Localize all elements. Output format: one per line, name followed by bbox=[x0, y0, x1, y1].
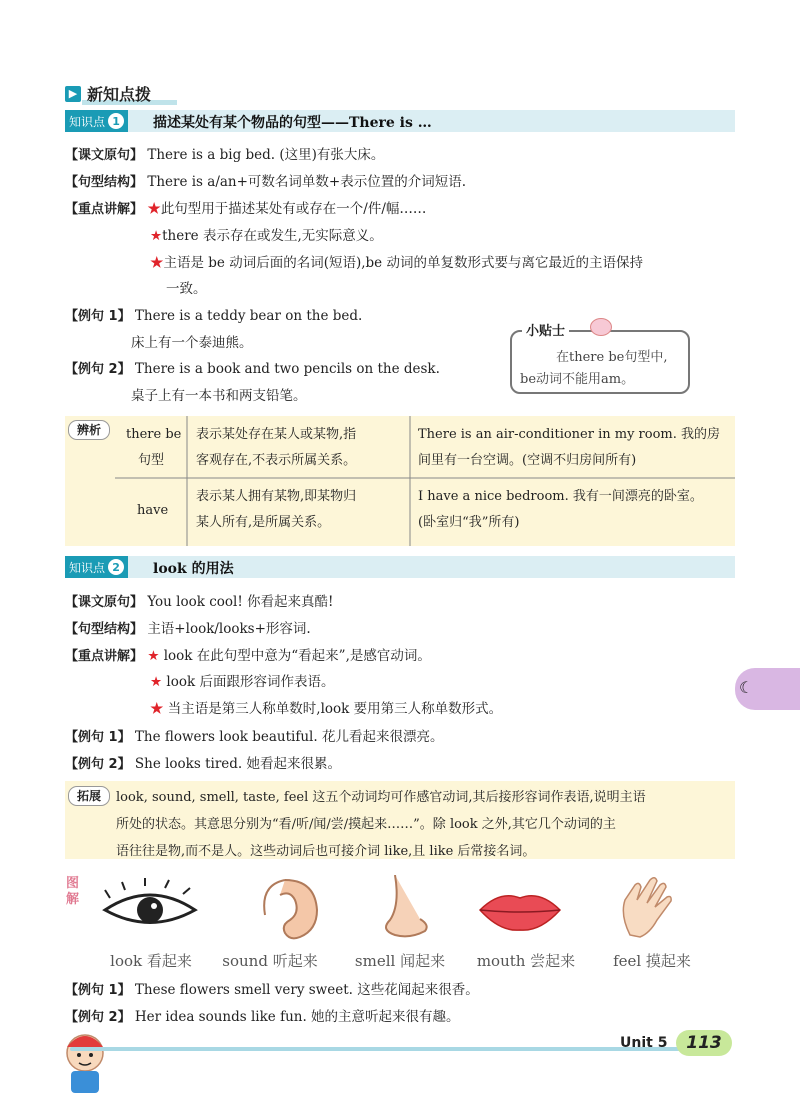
example-row: 【例句 2】 She looks tired. 她看起来很累。 bbox=[65, 756, 341, 772]
knowledge-point-tag: 知识点 1 bbox=[65, 110, 128, 132]
example-translation: 桌子上有一本书和两支铅笔。 bbox=[131, 388, 307, 404]
illustration-caption: feel 摸起来 bbox=[613, 952, 691, 970]
key-point: ★主语是 be 动词后面的名词(短语),be 动词的单复数形式要与离它最近的主语保持 bbox=[150, 255, 643, 271]
analysis-description: 表示某人拥有某物,即某物归 bbox=[196, 489, 357, 504]
section-title-text: 新知点拨 bbox=[87, 85, 152, 104]
key-point: ★ 当主语是第三人称单数时,look 要用第三人称单数形式。 bbox=[150, 701, 503, 717]
example-translation: 床上有一个泰迪熊。 bbox=[131, 335, 253, 351]
analysis-tag: 辨析 bbox=[68, 420, 110, 440]
tip-line: 在there be句型中, bbox=[556, 350, 668, 365]
analysis-description: 表示某处存在某人或某物,指 bbox=[196, 427, 357, 442]
text-original-row: 【课文原句】 You look cool! 你看起来真酷! bbox=[65, 594, 334, 610]
analysis-term: 句型 bbox=[138, 453, 165, 468]
analysis-example: I have a nice bedroom. 我有一间漂亮的卧室。 bbox=[418, 489, 703, 504]
moon-icon: ☾ bbox=[739, 678, 754, 697]
tip-line: be动词不能用am。 bbox=[520, 372, 635, 387]
illustration-caption: mouth 尝起来 bbox=[476, 952, 576, 970]
sense-illustrations bbox=[95, 875, 715, 945]
example-row: 【例句 2】 There is a book and two pencils on the desk. bbox=[65, 361, 440, 377]
analysis-example: (卧室归“我”所有) bbox=[418, 515, 520, 530]
tip-title: 小贴士 bbox=[522, 320, 569, 339]
unit-label: Unit 5 bbox=[620, 1035, 668, 1051]
key-point-continuation: 一致。 bbox=[166, 281, 207, 297]
knowledge-point-2-bar bbox=[65, 556, 735, 578]
star-icon: ★ bbox=[150, 701, 164, 717]
extension-line: 所处的状态。其意思分别为“看/听/闻/尝/摸起来……”。除 look 之外,其它几个动词的主 bbox=[116, 817, 616, 832]
star-icon: ★ bbox=[150, 255, 164, 271]
knowledge-point-1-bar bbox=[65, 110, 735, 132]
key-point: ★ look 后面跟形容词作表语。 bbox=[150, 674, 335, 690]
analysis-description: 客观存在,不表示所属关系。 bbox=[196, 453, 357, 468]
lips-icon bbox=[480, 896, 560, 930]
analysis-example: There is an air-conditioner in my room. 我的房 bbox=[418, 427, 721, 442]
page-number: 113 bbox=[676, 1030, 732, 1056]
structure-row: 【句型结构】 主语+look/looks+形容词. bbox=[65, 621, 311, 637]
chevron-right-icon: ▶ bbox=[65, 86, 81, 102]
illustration-caption: smell 闻起来 bbox=[354, 952, 446, 970]
text-original-row: 【课文原句】 There is a big bed. (这里)有张大床。 bbox=[65, 147, 385, 163]
side-tab bbox=[735, 668, 800, 710]
ear-icon bbox=[264, 880, 317, 938]
extension-line: look, sound, smell, taste, feel 这五个动词均可作感官动词,其后接形容词作表语,说明主语 bbox=[116, 790, 646, 805]
structure-row: 【句型结构】 There is a/an+可数名词单数+表示位置的介词短语. bbox=[65, 174, 467, 190]
star-icon: ★ bbox=[147, 648, 160, 664]
knowledge-point-number: 2 bbox=[108, 559, 124, 575]
analysis-term: there be bbox=[126, 427, 182, 442]
analysis-description: 某人所有,是所属关系。 bbox=[196, 515, 331, 530]
example-row: 【例句 1】 These flowers smell very sweet. 这些花闻起来很香。 bbox=[65, 982, 479, 998]
key-explanation-row: 【重点讲解】 ★ look 在此句型中意为“看起来”,是感官动词。 bbox=[65, 648, 431, 664]
nose-icon bbox=[386, 875, 427, 936]
key-point: ★there 表示存在或发生,无实际意义。 bbox=[150, 228, 383, 244]
knowledge-point-tag: 知识点 2 bbox=[65, 556, 128, 578]
extension-tag: 拓展 bbox=[68, 786, 110, 806]
illustration-caption: sound 听起来 bbox=[222, 952, 318, 970]
cartoon-boy-icon bbox=[55, 1025, 125, 1095]
example-row: 【例句 1】 There is a teddy bear on the bed. bbox=[65, 308, 363, 324]
section-title bbox=[65, 82, 151, 105]
star-icon: ★ bbox=[147, 201, 161, 217]
eye-icon bbox=[105, 878, 195, 923]
key-explanation-row: 【重点讲解】 ★此句型用于描述某处有或存在一个/件/幅…… bbox=[65, 201, 427, 217]
star-icon: ★ bbox=[150, 674, 163, 690]
knowledge-point-title: 描述某处有某个物品的句型——There is … bbox=[153, 115, 432, 131]
illustration-caption: look 看起来 bbox=[110, 952, 192, 970]
pig-icon bbox=[590, 318, 612, 336]
knowledge-point-title: look 的用法 bbox=[153, 561, 234, 577]
star-icon: ★ bbox=[150, 228, 163, 244]
illustration-tag: 图解 bbox=[66, 876, 80, 907]
analysis-term: have bbox=[137, 503, 169, 518]
analysis-example: 间里有一台空调。(空调不归房间所有) bbox=[418, 453, 637, 468]
hand-icon bbox=[623, 878, 671, 937]
knowledge-point-number: 1 bbox=[108, 113, 124, 129]
extension-line: 语往往是物,而不是人。这些动词后也可接介词 like,且 like 后常接名词。 bbox=[116, 844, 536, 859]
example-row: 【例句 1】 The flowers look beautiful. 花儿看起来很漂亮。 bbox=[65, 729, 444, 745]
example-row: 【例句 2】 Her idea sounds like fun. 她的主意听起来很有趣。 bbox=[65, 1009, 460, 1025]
